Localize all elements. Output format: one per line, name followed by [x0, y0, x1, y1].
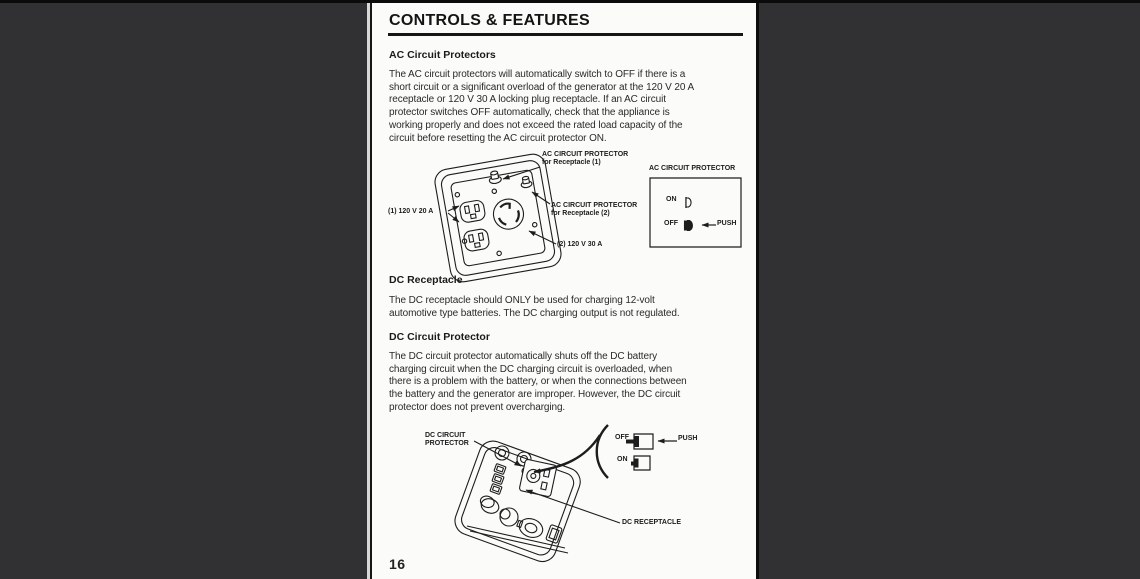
- paragraph-line: working properly and does not exceed the rated load capacity of the: [389, 119, 683, 131]
- top-border-line: [0, 0, 1140, 3]
- label-ac-protector-1-line2: for Receptacle (1): [542, 159, 601, 166]
- paragraph-line: protector does not prevent overcharging.: [389, 401, 566, 413]
- ac-diagram: [372, 148, 758, 280]
- dc-diagram: [372, 420, 758, 572]
- paragraph-line: The AC circuit protectors will automatically switch to OFF if there is a: [389, 69, 686, 80]
- label-ac-push: PUSH: [717, 220, 737, 227]
- label-ac-protector-2-line2: for Receptacle (2): [551, 210, 610, 217]
- paragraph-line: circuit before resetting the AC circuit protector ON.: [389, 132, 607, 144]
- label-ac-off: OFF: [664, 220, 678, 227]
- left-dark-panel: [0, 0, 370, 579]
- title-underline: [388, 33, 743, 36]
- right-dark-panel: [759, 0, 1140, 579]
- paragraph-line: protector switches OFF automatically, check that the appliance is: [389, 107, 670, 119]
- paragraph-line: automotive type batteries. The DC charging output is not regulated.: [389, 307, 680, 319]
- label-ac-on: ON: [666, 196, 677, 203]
- label-receptacle-2: (2) 120 V 30 A: [557, 241, 603, 248]
- paragraph-line: charging circuit when the DC charging circuit is overloaded, when: [389, 363, 673, 375]
- paragraph-line: The DC receptacle should ONLY be used for charging 12-volt: [389, 295, 655, 306]
- paragraph-dc-receptacle: [389, 295, 680, 320]
- paragraph-line: The DC circuit protector automatically shuts off the DC battery: [389, 351, 658, 362]
- section-heading-ac-circuit-protectors: AC Circuit Protectors: [389, 49, 496, 61]
- page-title: CONTROLS & FEATURES: [389, 12, 590, 29]
- label-dc-protector-line2: PROTECTOR: [425, 440, 469, 447]
- paragraph-ac-circuit-protectors: [389, 69, 694, 145]
- manual-page: [370, 0, 759, 579]
- label-dc-protector-line1: DC CIRCUIT: [425, 432, 466, 439]
- label-dc-push: PUSH: [678, 435, 698, 442]
- paragraph-dc-circuit-protector: [389, 351, 687, 415]
- section-heading-dc-circuit-protector: DC Circuit Protector: [389, 331, 490, 343]
- label-receptacle-1: (1) 120 V 20 A: [388, 208, 434, 215]
- label-ac-protector-1-line1: AC CIRCUIT PROTECTOR: [542, 151, 629, 158]
- paragraph-line: there is a problem with the battery, or when the connections between: [389, 376, 687, 388]
- label-dc-on: ON: [617, 456, 628, 463]
- paragraph-line: receptacle or 120 V 30 A locking plug receptacle. If an AC circuit: [389, 94, 666, 106]
- label-ac-protector-2-line1: AC CIRCUIT PROTECTOR: [551, 202, 638, 209]
- paragraph-line: the battery and the generator are improper. However, the DC circuit: [389, 389, 681, 401]
- label-dc-receptacle: DC RECEPTACLE: [622, 519, 681, 526]
- section-heading-dc-receptacle: DC Receptacle: [389, 274, 463, 286]
- label-switch-box-title: AC CIRCUIT PROTECTOR: [649, 165, 736, 172]
- page-number: 16: [389, 556, 406, 572]
- paragraph-line: short circuit or a significant overload of the generator at the 120 V 20 A: [389, 81, 695, 93]
- label-dc-off: OFF: [615, 434, 629, 441]
